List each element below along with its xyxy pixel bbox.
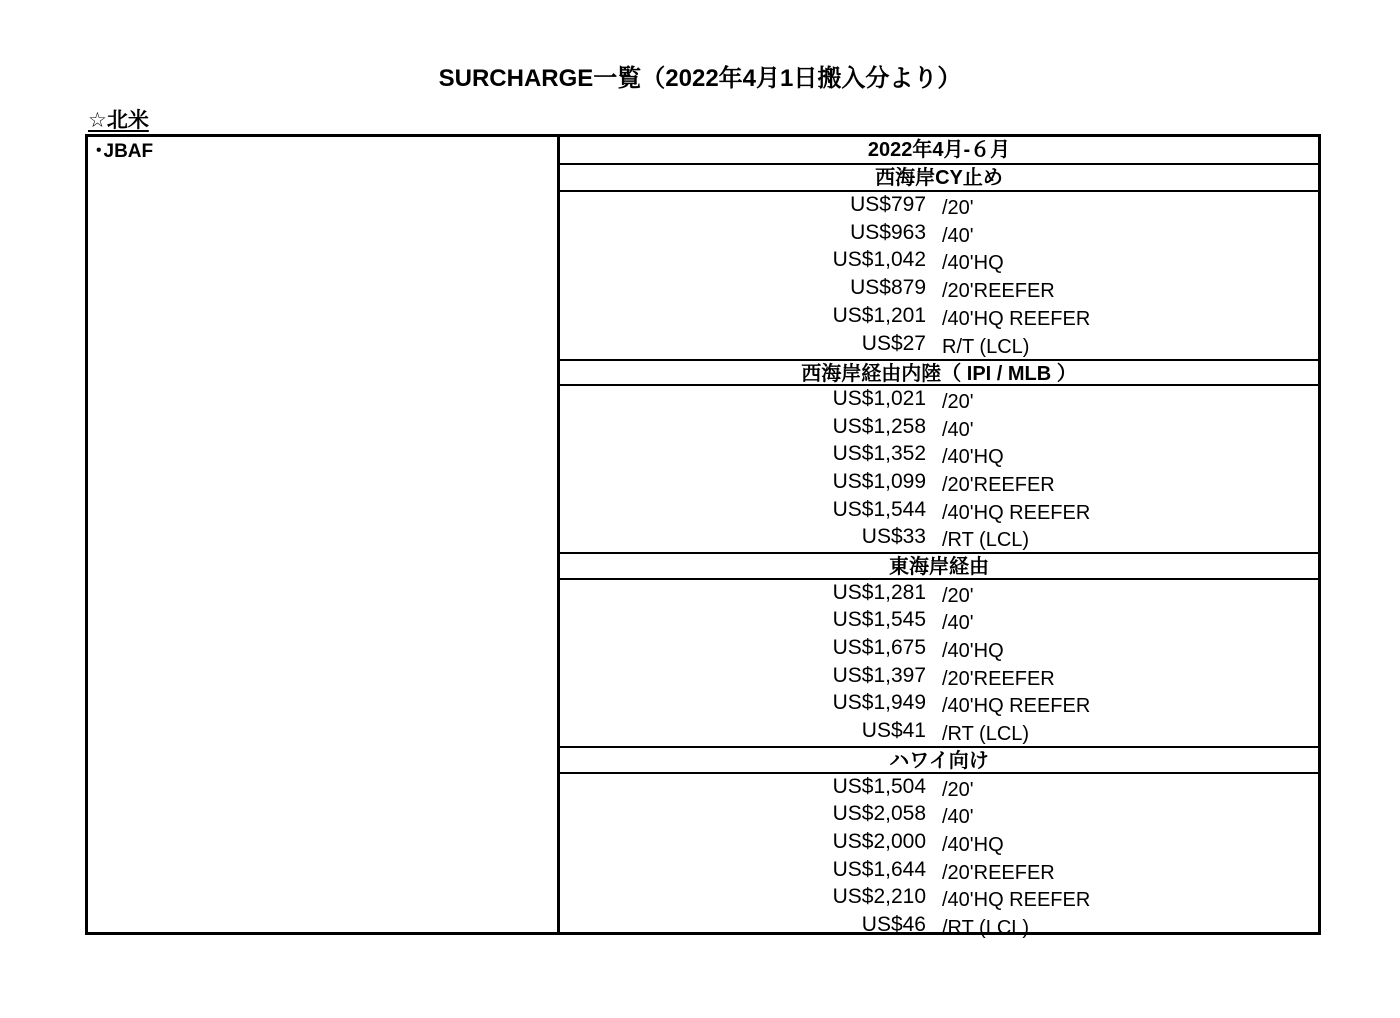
rate-unit: /40'HQ REEFER	[942, 307, 1091, 330]
period-header: 2022年4月-６月	[560, 137, 1318, 165]
rate-unit: /20'REEFER	[942, 473, 1055, 496]
rate-amount: US$1,675	[832, 636, 926, 660]
rate-row	[560, 885, 1318, 913]
rate-amount: US$879	[850, 276, 926, 300]
rate-row	[560, 331, 1318, 359]
rate-row	[560, 414, 1318, 442]
rate-unit: /20'	[942, 778, 974, 801]
rate-row	[560, 248, 1318, 276]
rate-amount: US$1,099	[832, 469, 926, 493]
rate-amount: US$1,397	[832, 663, 926, 687]
rate-unit: /RT (LCL)	[942, 916, 1030, 939]
rate-amount: US$1,281	[832, 580, 926, 604]
rate-unit: /20'REEFER	[942, 280, 1055, 303]
rate-row	[560, 275, 1318, 303]
rate-unit: /40'	[942, 224, 974, 247]
section-heading: 西海岸CY止め	[560, 165, 1318, 193]
rate-amount: US$1,949	[832, 691, 926, 715]
rate-unit: /40'HQ	[942, 833, 1004, 856]
rate-row	[560, 442, 1318, 470]
rate-row	[560, 525, 1318, 553]
rate-amount: US$1,021	[832, 386, 926, 410]
rate-unit: /RT (LCL)	[942, 529, 1030, 552]
rate-row	[560, 608, 1318, 636]
rate-row	[560, 303, 1318, 331]
rate-amount: US$1,042	[832, 248, 926, 272]
rate-unit: /40'HQ REEFER	[942, 695, 1091, 718]
rate-amount: US$963	[850, 220, 926, 244]
rate-row	[560, 497, 1318, 525]
rate-amount: US$27	[861, 331, 926, 355]
rates-column	[560, 137, 1318, 939]
rate-row	[560, 774, 1318, 802]
rate-row	[560, 912, 1318, 940]
rate-amount: US$1,545	[832, 608, 926, 632]
rate-row	[560, 691, 1318, 719]
surcharge-table	[85, 134, 1321, 939]
rate-unit: /20'	[942, 584, 974, 607]
rate-unit: /20'REEFER	[942, 667, 1055, 690]
rate-unit: /40'HQ REEFER	[942, 501, 1091, 524]
section-heading: 東海岸経由	[560, 552, 1318, 580]
rate-row	[560, 220, 1318, 248]
rate-unit: /40'	[942, 612, 974, 635]
rate-row	[560, 469, 1318, 497]
rate-amount: US$2,000	[832, 829, 926, 853]
rate-amount: US$2,058	[832, 802, 926, 826]
region-heading: ☆北米	[88, 109, 149, 132]
rate-unit: /RT (LCL)	[942, 723, 1030, 746]
rate-amount: US$1,258	[832, 414, 926, 438]
rate-unit: /20'	[942, 197, 974, 220]
rate-amount: US$1,544	[832, 497, 926, 521]
rate-row	[560, 663, 1318, 691]
rate-amount: US$1,644	[832, 857, 926, 881]
rate-unit: /40'HQ	[942, 640, 1004, 663]
rate-amount: US$2,210	[832, 885, 926, 909]
rate-unit: /40'HQ REEFER	[942, 889, 1091, 912]
rate-unit: R/T (LCL)	[942, 335, 1030, 358]
section-heading: ハワイ向け	[560, 746, 1318, 774]
rate-amount: US$1,201	[832, 303, 926, 327]
document-title: SURCHARGE一覧（2022年4月1日搬入分より）	[438, 65, 962, 92]
rate-row	[560, 829, 1318, 857]
rate-amount: US$1,352	[832, 442, 926, 466]
rate-amount: US$1,504	[832, 774, 926, 798]
rate-row	[560, 718, 1318, 746]
rate-row	[560, 580, 1318, 608]
rate-unit: /20'	[942, 390, 974, 413]
rate-unit: /40'HQ	[942, 446, 1004, 469]
rate-amount: US$46	[861, 912, 926, 936]
rate-unit: /40'	[942, 418, 974, 441]
rate-unit: /40'	[942, 806, 974, 829]
rate-amount: US$41	[861, 719, 926, 743]
rate-amount: US$33	[861, 525, 926, 549]
rate-row	[560, 635, 1318, 663]
rate-row	[560, 192, 1318, 220]
rate-row	[560, 857, 1318, 885]
section-heading: 西海岸経由内陸（ IPI / MLB ）	[560, 359, 1318, 387]
rate-unit: /40'HQ	[942, 252, 1004, 275]
rate-row	[560, 802, 1318, 830]
rate-unit: /20'REEFER	[942, 861, 1055, 884]
rate-row	[560, 386, 1318, 414]
surcharge-name: ･JBAF	[94, 141, 154, 162]
surcharge-name-column	[88, 137, 560, 932]
rate-amount: US$797	[850, 193, 926, 217]
